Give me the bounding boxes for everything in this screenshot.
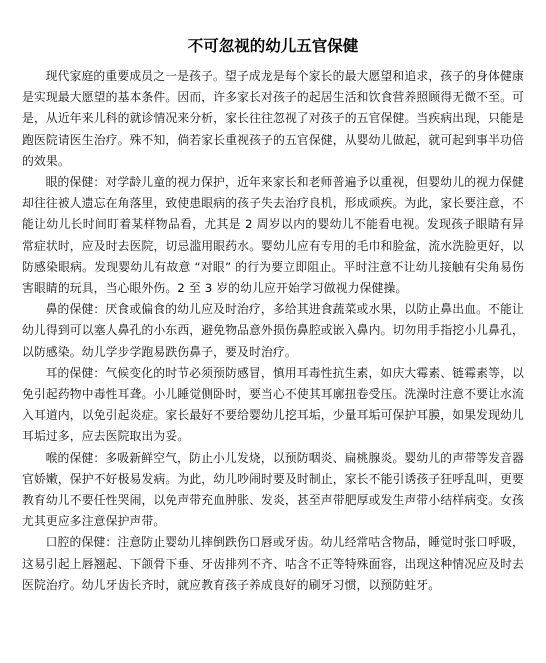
paragraph-intro: 现代家庭的重要成员之一是孩子。望子成龙是每个家长的最大愿望和追求，孩子的身体健康是实现最大愿望的基本条件。因而，许多家长对孩子的起居生活和饮食营养照顾得无微不至。可是，从近年来儿科的就诊情况来分析，家长往往忽视了对孩子的五官保健。当疾病出现，只能是跑医院请医生治疗。殊不知，倘若家长重视孩子的五官保健，从婴幼儿做起，就可起到事半功倍的效果。 xyxy=(22,69,524,168)
article-title: 不可忽视的幼儿五官保健 xyxy=(187,37,359,55)
paragraph-throat-care: 喉的保健：多吸新鲜空气，防止小儿发烧，以预防咽炎、扁桃腺炎。婴幼儿的声带等发音器官娇嫩，保护不好极易发病。为此，幼儿吵闹时要及时制止，家长不能引诱孩子狂呼乱叫，更要教育幼儿不要任性哭闹，以免声带充血肿胀、发炎，甚至声带肥厚或发生声带小结样病变。女孩尤其更应多注意保护声带。 xyxy=(22,450,524,529)
paragraph-nose-care: 鼻的保健：厌食或偏食的幼儿应及时治疗，多给其进食蔬菜或水果，以防止鼻出血。不能让幼儿得到可以塞人鼻孔的小东西，避免物品意外损伤鼻腔或嵌入鼻内。切勿用手指挖小儿鼻孔，以防感染。幼儿学步学跑易跌伤鼻子，要及时治疗。 xyxy=(22,302,524,359)
paragraph-oral-care: 口腔的保健：注意防止婴幼儿摔倒跌伤口唇或牙齿。幼儿经常咕含物品，睡觉时张口呼吸，这易引起上唇翘起、下颌骨下垂、牙齿排列不齐、咕含不正等特殊面容，出现这种情况应及时去医院治疗。幼儿牙齿长齐时，就应教育孩子养成良好的刷牙习惯，以预防蛀牙。 xyxy=(22,535,524,592)
paragraph-ear-care: 耳的保健：气候变化的时节必须预防感冒，慎用耳毒性抗生素，如庆大霉素、链霉素等，以免引起药物中毒性耳聋。小儿睡觉侧卧时，要当心不使其耳廓扭卷受压。洗澡时注意不要让水流入耳道内，以免引起炎症。家长最好不要给婴幼儿挖耳垢，少量耳垢可保护耳膜，如果发现幼儿耳垢过多，应去医院取出为妥。 xyxy=(22,365,524,444)
paragraph-eye-care: 眼的保健：对学龄儿童的视力保护，近年来家长和老师普遍予以重视，但婴幼儿的视力保健却往往被人遗忘在角落里，致使患眼病的孩子失去治疗良机，形成顽疾。为此，家长要注意，不能让幼儿长时间盯着某样物品看，尤其是 2 周岁以内的婴幼儿不能看电视。发现孩子眼睛有异常症状时，应及时去医院，切忌滥用眼药水。婴幼儿应有专用的毛巾和脸盆，流水洗脸更好，以防感染眼病。发现婴幼儿有故意 “对眼” 的行为要立即阻止。平时注意不让幼儿接触有尖角易伤害眼睛的玩具，当心眼外伤。2 至 3 岁的幼儿应开始学习做视力保健操。 xyxy=(22,175,524,296)
